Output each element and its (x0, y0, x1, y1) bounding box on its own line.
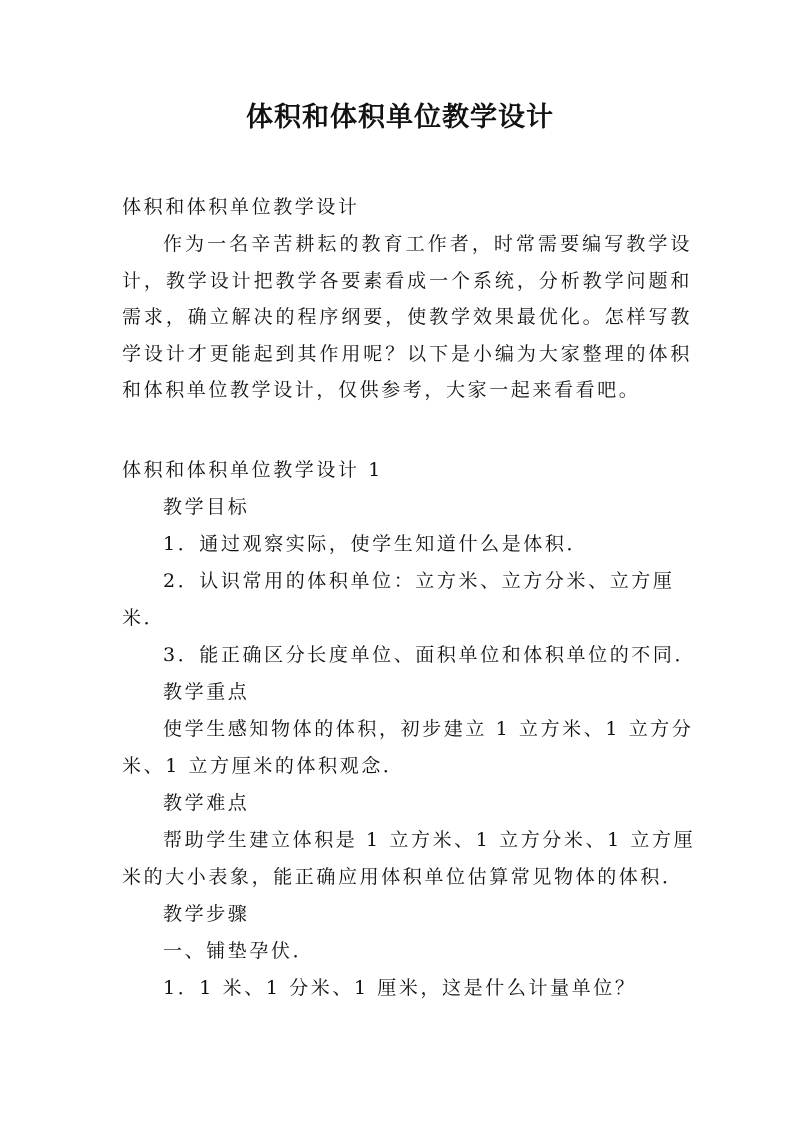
difficulty-line-2: 米的大小表象，能正确应用体积单位估算常见物体的体积． (122, 866, 684, 888)
intro-paragraph: 作为一名辛苦耕耘的教育工作者，时常需要编写教学设计，教学设计把教学各要素看成一个系统，分析教学问题和需求，确立解决的程序纲要，使教学效果最优化。怎样写教学设计才更能起到其作用呢？以下是小编为大家整理的体积和体积单位教学设计，仅供参考，大家一起来看看吧。 (122, 233, 692, 401)
key-line-1: 使学生感知物体的体积，初步建立 1 立方米、1 立方分 (163, 718, 694, 740)
difficulty-heading: 教学难点 (163, 792, 250, 814)
page-title: 体积和体积单位教学设计 (246, 102, 554, 133)
step-1-question-1: 1．1 米、1 分米、1 厘米，这是什么计量单位？ (163, 977, 637, 999)
key-heading: 教学重点 (163, 681, 250, 703)
goal-item-2-line-1: 2．认识常用的体积单位：立方米、立方分米、立方厘 (163, 570, 675, 592)
key-line-2: 米、1 立方厘米的体积观念． (122, 755, 405, 777)
section-heading: 体积和体积单位教学设计 1 (122, 459, 383, 481)
goal-item-2-line-2: 米． (122, 607, 166, 629)
difficulty-line-1: 帮助学生建立体积是 1 立方米、1 立方分米、1 立方厘 (163, 829, 696, 851)
step-1-heading: 一、铺垫孕伏． (163, 940, 315, 962)
intro-heading: 体积和体积单位教学设计 (122, 196, 360, 218)
goals-heading: 教学目标 (163, 496, 250, 518)
goal-item-1: 1．通过观察实际，使学生知道什么是体积． (163, 533, 589, 555)
goal-item-3: 3．能正确区分长度单位、面积单位和体积单位的不同． (163, 644, 697, 666)
steps-heading: 教学步骤 (163, 903, 250, 925)
